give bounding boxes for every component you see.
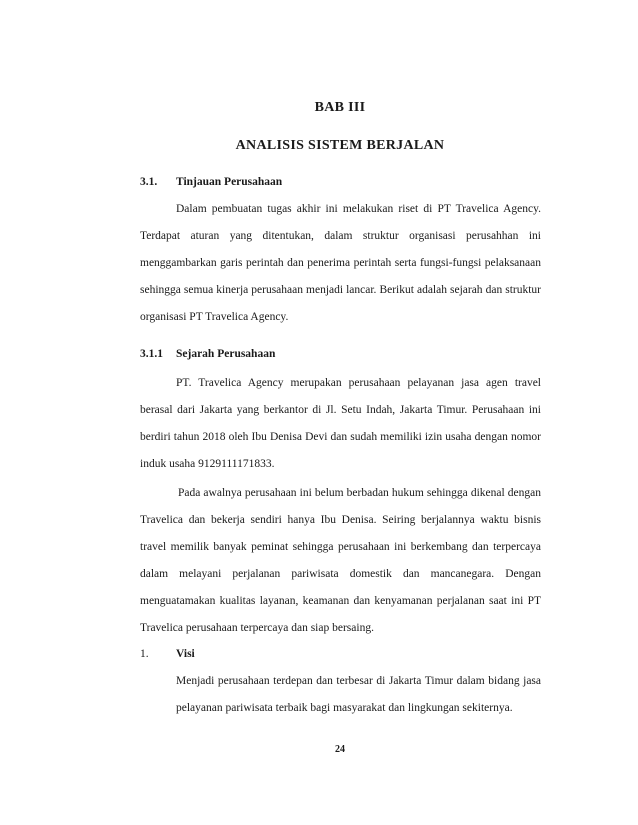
text-line: berdiri tahun 2018 oleh Ibu Denisa Devi dan sudah memiliki izin usaha dengan nomor [140, 431, 541, 443]
subsection-number: 3.1.1 [140, 348, 163, 360]
subsection-heading: Sejarah Perusahaan [176, 348, 276, 360]
text-line: berasal dari Jakarta yang berkantor di Jl. Setu Indah, Jakarta Timur. Perusahaan ini [140, 404, 541, 416]
section-heading: Tinjauan Perusahaan [176, 176, 283, 188]
text-line: PT. Travelica Agency merupakan perusahaan pelayanan jasa agen travel [176, 377, 541, 389]
page-number: 24 [335, 744, 345, 755]
text-line: pelayanan pariwisata terbaik bagi masyarakat dan lingkungan sekiternya. [176, 702, 513, 714]
paragraph-sejarah-2 [140, 480, 541, 642]
text-line: Travelica dan bekerja sendiri hanya Ibu Denisa. Seiring berjalannya waktu bisnis [140, 514, 541, 526]
paragraph-sejarah-1 [140, 370, 541, 478]
visi-heading: Visi [176, 648, 195, 660]
text-line: Travelica perusahaan terpercaya dan siap bersaing. [140, 622, 374, 634]
text-line: Terdapat aturan yang ditentukan, dalam struktur organisasi perusahhan ini [140, 230, 541, 242]
text-line: menguatamakan kualitas layanan, keamanan dan kenyamanan perjalanan saat ini PT [140, 595, 541, 607]
text-line: Dalam pembuatan tugas akhir ini melakukan riset di PT Travelica Agency. [176, 203, 541, 215]
list-number: 1. [140, 648, 149, 660]
text-line: menggambarkan garis perintah dan penerima perintah serta fungsi-fungsi pelaksanaan [140, 257, 541, 269]
text-line: sehingga semua kinerja perusahaan menjadi lancar. Berikut adalah sejarah dan struktur [140, 284, 541, 296]
paragraph-tinjauan [140, 196, 541, 331]
text-line: organisasi PT Travelica Agency. [140, 311, 289, 323]
paragraph-visi [176, 668, 541, 722]
text-line: Pada awalnya perusahaan ini belum berbadan hukum sehingga dikenal dengan [178, 487, 541, 499]
chapter-label: BAB III [314, 100, 366, 115]
text-line: dalam melayani perjalanan pariwisata domestik dan mancanegara. Dengan [140, 568, 541, 580]
chapter-title: ANALISIS SISTEM BERJALAN [235, 138, 445, 153]
text-line: travel memilik banyak peminat sehingga perusahaan ini berkembang dan terpercaya [140, 541, 541, 553]
section-number: 3.1. [140, 176, 158, 188]
text-line: Menjadi perusahaan terdepan dan terbesar di Jakarta Timur dalam bidang jasa [176, 675, 541, 687]
text-line: induk usaha 9129111171833. [140, 458, 275, 470]
